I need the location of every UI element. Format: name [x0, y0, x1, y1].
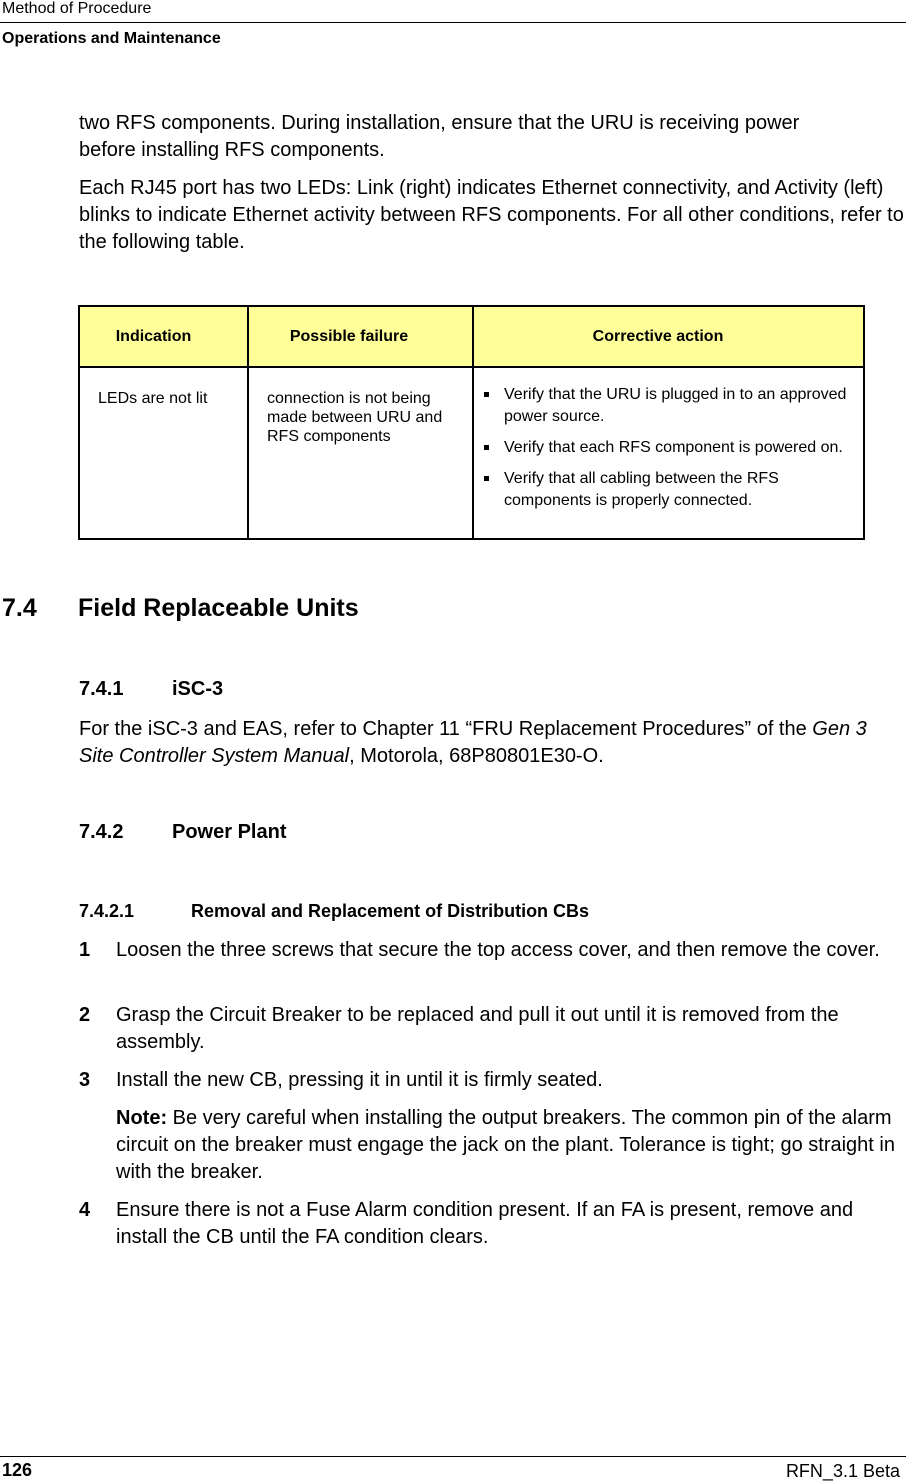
list-item: Verify that all cabling between the RFS components is properly connected. [477, 468, 857, 512]
procedure-note [79, 1105, 905, 1186]
table-column-divider [472, 307, 474, 538]
list-item: Verify that each RFS component is powered on. [477, 437, 857, 459]
table-cell-corrective-action [477, 384, 857, 521]
table-cell-possible-failure: connection is not being made between URU and RFS components [267, 390, 443, 445]
note-label: Note: [116, 1107, 168, 1129]
step-text: Loosen the three screws that secure the top access cover, and then remove the cover. [116, 939, 880, 961]
heading-7-4-1 [79, 677, 223, 701]
heading-number: 7.4.2 [79, 821, 124, 843]
table-column-divider [247, 307, 249, 538]
manual-title: Gen 3 Site Controller System Manual [79, 718, 867, 767]
table-header-corrective-action: Corrective action [592, 327, 724, 345]
heading-title: Power Plant [172, 821, 287, 843]
bullet-square-icon [484, 476, 489, 481]
led-troubleshooting-table [78, 305, 865, 540]
bullet-square-icon [484, 392, 489, 397]
heading-title: iSC-3 [172, 678, 224, 700]
header-divider [0, 22, 906, 23]
heading-number: 7.4 [2, 594, 37, 622]
step-number: 4 [79, 1199, 91, 1221]
heading-7-4-2-1 [79, 900, 589, 922]
procedure-step [79, 1002, 905, 1056]
bullet-square-icon [484, 445, 489, 450]
intro-paragraph-1: two RFS components. During installation, ensure that the URU is receiving power before installing RFS components. [79, 112, 800, 161]
step-text: Ensure there is not a Fuse Alarm condition present. If an FA is present, remove and install the CB until the FA condition clears. [116, 1199, 854, 1248]
heading-7-4 [2, 593, 359, 623]
header-section-name: Operations and Maintenance [2, 30, 221, 47]
footer-divider [0, 1456, 906, 1457]
heading-number: 7.4.1 [79, 678, 124, 700]
list-item: Verify that the URU is plugged in to an approved power source. [477, 384, 857, 428]
procedure-step [79, 937, 905, 964]
table-header-possible-failure: Possible failure [289, 327, 409, 345]
heading-title: Field Replaceable Units [78, 594, 359, 622]
step-text: Install the new CB, pressing it in until it is firmly seated. [116, 1069, 603, 1091]
step-number: 2 [79, 1004, 91, 1026]
step-number: 1 [79, 939, 91, 961]
table-header-indication: Indication [115, 327, 192, 345]
intro-paragraph-2: Each RJ45 port has two LEDs: Link (right) indicates Ethernet connectivity, and Activity (left) blinks to indicate Ethernet activity between RFS components. For all other conditions, refer to the following table. [79, 177, 904, 253]
heading-7-4-2 [79, 820, 286, 844]
step-number: 3 [79, 1069, 91, 1091]
corrective-action-list [477, 384, 857, 512]
step-text: Grasp the Circuit Breaker to be replaced and pull it out until it is removed from the assembly. [116, 1004, 839, 1053]
heading-title: Removal and Replacement of Distribution CBs [191, 901, 590, 921]
heading-number: 7.4.2.1 [79, 901, 135, 921]
procedure-step [79, 1197, 905, 1251]
footer-document-id: RFN_3.1 Beta [785, 1461, 900, 1481]
page-number: 126 [2, 1460, 33, 1480]
procedure-step [79, 1067, 905, 1094]
isc3-paragraph: For the iSC-3 and EAS, refer to Chapter 11 “FRU Replacement Procedures” of the Gen 3 Site Controller System Manual, Motorola, 68P80801E30-O. [79, 718, 867, 767]
header-document-title: Method of Procedure [2, 0, 152, 17]
note-text: Note: Be very careful when installing the output breakers. The common pin of the alarm circuit on the breaker must engage the jack on the plant. Tolerance is tight; go straight in with the breaker. [116, 1107, 895, 1183]
table-cell-indication: LEDs are not lit [98, 390, 208, 407]
